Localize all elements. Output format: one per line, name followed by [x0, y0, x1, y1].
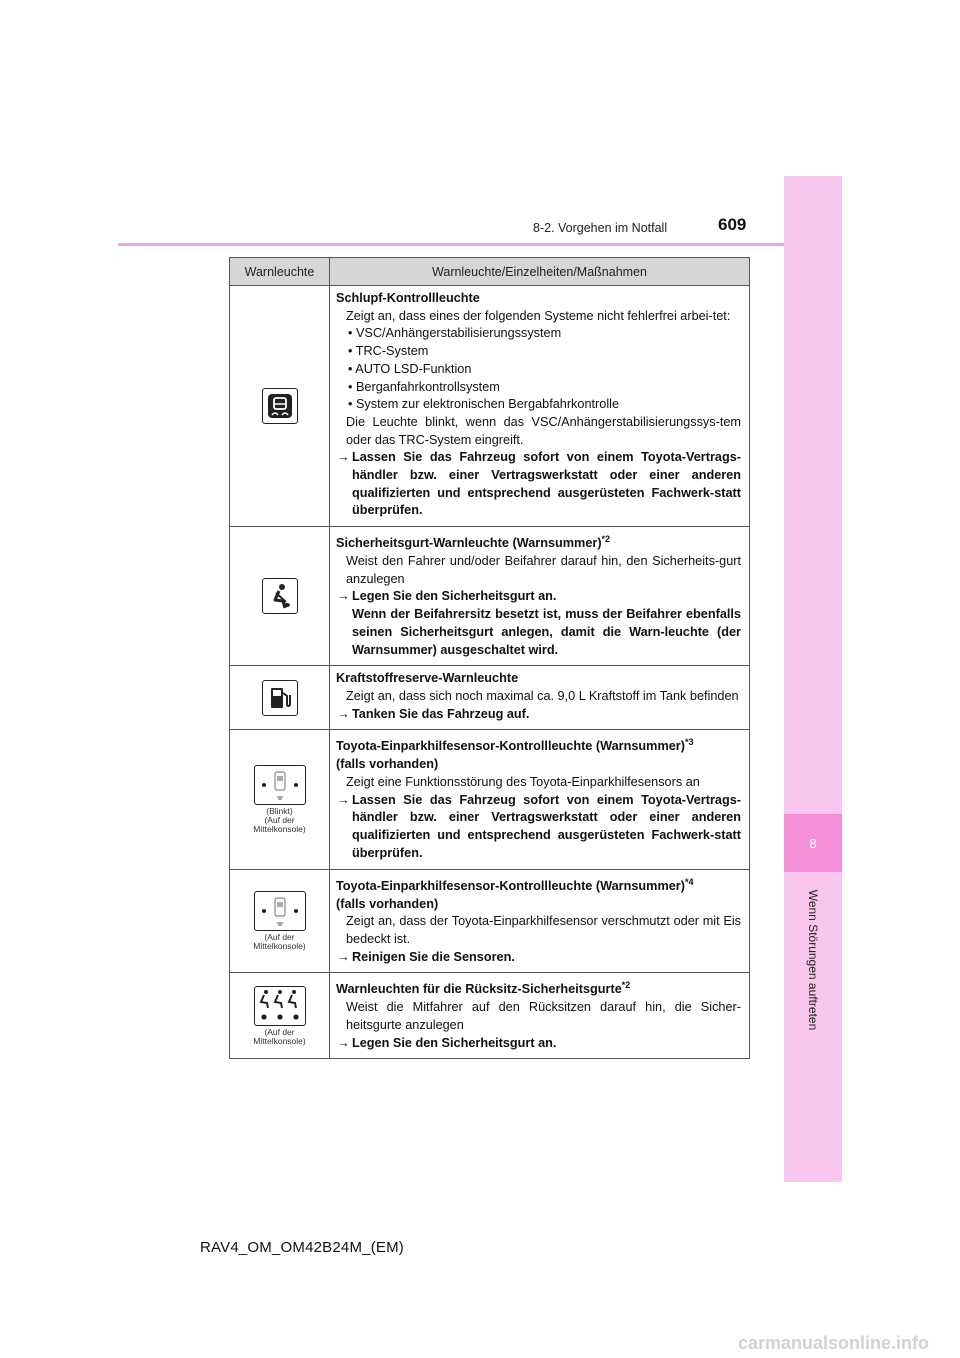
warning-title-text: Toyota-Einparkhilfesensor-Kontrollleuchte (Warnsummer)	[336, 739, 685, 754]
warning-title	[336, 977, 741, 999]
parking-sensor-icon	[254, 765, 306, 805]
rear-seatbelt-icon	[254, 986, 306, 1026]
warning-title-text: Kraftstoffreserve-Warnleuchte	[336, 671, 519, 686]
column-header-details: Warnleuchte/Einzelheiten/Maßnahmen	[330, 258, 750, 286]
warning-description: Zeigt an, dass sich noch maximal ca. 9,0 L Kraftstoff im Tank befinden	[346, 689, 739, 703]
system-list-item: • TRC-System	[348, 343, 741, 361]
table-row	[230, 666, 750, 730]
warning-description: Zeigt an, dass eines der folgenden Systeme nicht fehlerfrei arbei-tet:	[346, 308, 731, 323]
icon-cell	[230, 286, 330, 527]
footnote-marker: *4	[684, 876, 694, 887]
section-title: 8-2. Vorgehen im Notfall	[533, 221, 668, 235]
page-number: 609	[718, 215, 747, 234]
footnote-marker: *2	[621, 980, 631, 991]
slip-indicator-icon	[262, 388, 298, 424]
footnote-marker: *2	[601, 534, 611, 545]
warning-title	[336, 734, 741, 756]
warning-description: Weist die Mitfahrer auf den Rücksitzen darauf hin, die Sicher-heitsgurte anzulegen	[346, 1000, 741, 1032]
warning-description: Zeigt an, dass der Toyota-Einparkhilfesensor verschmutzt oder mit Eis bedeckt ist.	[346, 914, 741, 946]
warning-title	[336, 290, 741, 308]
icon-cell	[230, 666, 330, 730]
warning-title	[336, 531, 741, 553]
system-list	[336, 325, 741, 414]
action-instruction: → Reinigen Sie die Sensoren.	[336, 949, 741, 967]
warning-title-suffix: (falls vorhanden)	[336, 757, 439, 772]
description-cell	[330, 973, 750, 1059]
chapter-number: 8	[784, 814, 842, 872]
table-row	[230, 730, 750, 869]
watermark: carmanualsonline.info	[738, 1333, 930, 1353]
chapter-title: Wenn Störungen auftreten	[806, 889, 820, 1031]
icon-note: (Auf der Mittelkonsole)	[253, 931, 306, 951]
action-instruction: → Tanken Sie das Fahrzeug auf.	[336, 706, 741, 724]
parking-sensor-icon	[254, 891, 306, 931]
table-row	[230, 869, 750, 973]
table-row	[230, 973, 750, 1059]
column-header-warnleuchte: Warnleuchte	[230, 258, 330, 286]
warning-title-text: Toyota-Einparkhilfesensor-Kontrollleuchte (Warnsummer)	[336, 878, 685, 893]
table-row	[230, 527, 750, 666]
warning-title-suffix: (falls vorhanden)	[336, 896, 439, 911]
system-list-item: • Berganfahrkontrollsystem	[348, 379, 741, 397]
icon-note: (Blinkt) (Auf der Mittelkonsole)	[253, 805, 306, 834]
description-cell	[330, 527, 750, 666]
warning-title	[336, 670, 741, 688]
footnote-marker: *3	[684, 737, 694, 748]
system-list-item: • System zur elektronischen Bergabfahrkontrolle	[348, 396, 741, 414]
side-tab	[784, 176, 842, 1182]
seatbelt-reminder-icon	[262, 578, 298, 614]
warning-light-table	[229, 257, 750, 1059]
table-header-row	[230, 258, 750, 286]
action-instruction: → Lassen Sie das Fahrzeug sofort von einem Toyota-Vertrags-händler bzw. einer Vertragswerkstatt oder einer anderen qualifizierten und entsprechend ausgerüsteten Fachwerk-statt überprüfen.	[336, 449, 741, 520]
warning-title-text: Schlupf-Kontrollleuchte	[336, 291, 480, 305]
action-instruction: → Lassen Sie das Fahrzeug sofort von einem Toyota-Vertrags-händler bzw. einer Vertragswerkstatt oder einer anderen qualifizierten und entsprechend ausgerüsteten Fachwerk-statt überprüfen.	[336, 792, 741, 863]
description-cell	[330, 666, 750, 730]
header-rule	[118, 243, 784, 246]
icon-note: (Auf der Mittelkonsole)	[253, 1026, 306, 1046]
action-instruction: → Legen Sie den Sicherheitsgurt an.	[336, 1035, 741, 1053]
icon-cell	[230, 527, 330, 666]
system-list-item: • VSC/Anhängerstabilisierungssystem	[348, 325, 741, 343]
action-instruction: → Legen Sie den Sicherheitsgurt an. Wenn der Beifahrersitz besetzt ist, muss der Beifahrer ebenfalls seinen Sicherheitsgurt anlegen, damit die Warn-leuchte (der Warnsummer) ausgeschaltet wird.	[336, 588, 741, 659]
fuel-pump-icon	[262, 680, 298, 716]
warning-title	[336, 874, 741, 896]
icon-cell	[230, 730, 330, 869]
warning-description: Weist den Fahrer und/oder Beifahrer darauf hin, den Sicherheits-gurt anzulegen	[346, 554, 741, 586]
system-list-item: • AUTO LSD-Funktion	[348, 361, 741, 379]
icon-cell	[230, 973, 330, 1059]
warning-title-text: Sicherheitsgurt-Warnleuchte (Warnsummer)	[336, 536, 602, 551]
warning-description-extra: Die Leuchte blinkt, wenn das VSC/Anhängerstabilisierungssys-tem oder das TRC-System eingreift.	[346, 414, 741, 447]
description-cell	[330, 730, 750, 869]
warning-description: Zeigt eine Funktionsstörung des Toyota-Einparkhilfesensors an	[346, 775, 700, 790]
description-cell	[330, 869, 750, 973]
warning-title-text: Warnleuchten für die Rücksitz-Sicherheitsgurte	[336, 982, 622, 997]
manual-code: RAV4_OM_OM42B24M_(EM)	[200, 1239, 404, 1256]
table-row	[230, 286, 750, 527]
description-cell	[330, 286, 750, 527]
icon-cell	[230, 869, 330, 973]
